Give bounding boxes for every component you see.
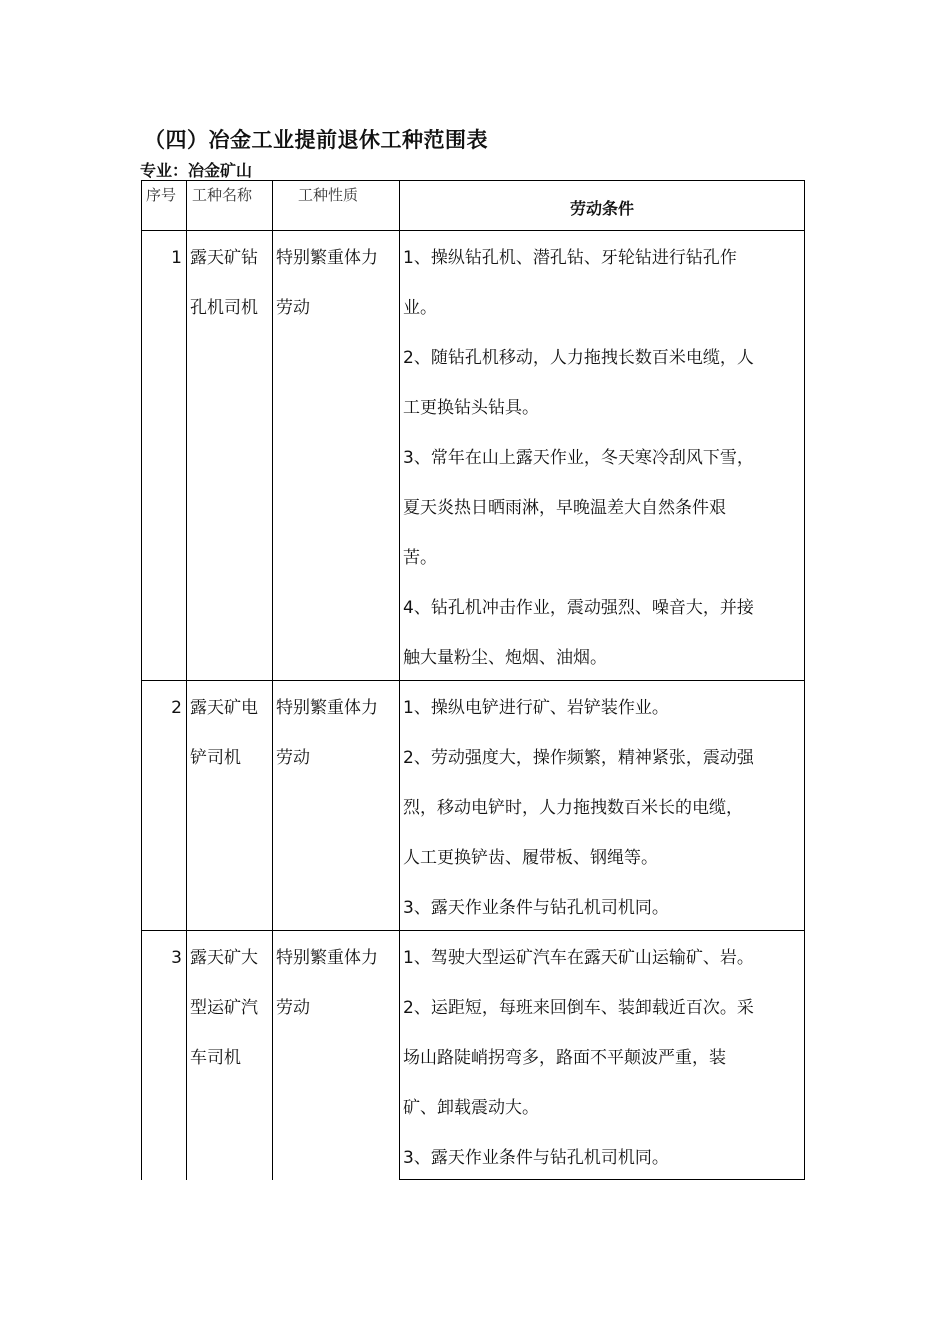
row-job-name-line: 型运矿汽 <box>190 998 258 1018</box>
row-condition-line: 1、操纵钻孔机、潜孔钻、牙轮钻进行钻孔作 <box>403 248 737 268</box>
row-seq: 1 <box>171 248 182 268</box>
row-condition-line: 场山路陡峭拐弯多，路面不平颠波严重，装 <box>403 1048 726 1068</box>
table-border-bottom-conditions <box>399 1179 805 1180</box>
row-condition-line: 业。 <box>403 298 437 318</box>
header-conditions: 劳动条件 <box>569 199 634 218</box>
header-job-nature: 工种性质 <box>298 186 359 204</box>
row-condition-line: 工更换钻头钻具。 <box>403 398 539 418</box>
row-divider-1 <box>141 680 805 681</box>
row-condition-line: 苦。 <box>403 548 437 568</box>
row-condition-line: 2、随钻孔机移动，人力拖拽长数百米电缆，人 <box>403 348 754 368</box>
row-condition-line: 3、常年在山上露天作业，冬天寒冷刮风下雪， <box>403 448 754 468</box>
row-condition-line: 3、露天作业条件与钻孔机司机同。 <box>403 898 669 918</box>
row-job-name-line: 铲司机 <box>190 748 241 768</box>
row-condition-line: 夏天炎热日晒雨淋，早晚温差大自然条件艰 <box>403 498 726 518</box>
row-job-nature-line: 劳动 <box>276 998 310 1018</box>
row-seq: 2 <box>171 698 182 718</box>
header-seq: 序号 <box>146 186 177 204</box>
header-divider <box>141 230 805 231</box>
row-job-nature-line: 特别繁重体力 <box>276 948 378 968</box>
row-job-name-line: 露天矿电 <box>190 698 258 718</box>
table-border-top <box>141 180 805 181</box>
row-condition-line: 人工更换铲齿、履带板、钢绳等。 <box>403 848 658 868</box>
row-job-name-line: 孔机司机 <box>190 298 258 318</box>
header-job-name: 工种名称 <box>192 186 253 204</box>
row-condition-line: 1、驾驶大型运矿汽车在露天矿山运输矿、岩。 <box>403 948 754 968</box>
specialty-label: 专业：冶金矿山 <box>140 161 253 180</box>
row-condition-line: 2、劳动强度大，操作频繁，精神紧张，震动强 <box>403 748 754 768</box>
row-condition-line: 3、露天作业条件与钻孔机司机同。 <box>403 1148 669 1168</box>
row-seq: 3 <box>171 948 182 968</box>
row-condition-line: 烈，移动电铲时，人力拖拽数百米长的电缆， <box>403 798 743 818</box>
row-job-nature-line: 特别繁重体力 <box>276 698 378 718</box>
row-condition-line: 4、钻孔机冲击作业，震动强烈、噪音大，并接 <box>403 598 754 618</box>
row-job-nature-line: 劳动 <box>276 748 310 768</box>
document-title: （四）冶金工业提前退休工种范围表 <box>144 128 488 152</box>
row-condition-line: 1、操纵电铲进行矿、岩铲装作业。 <box>403 698 669 718</box>
row-job-name-line: 露天矿大 <box>190 948 258 968</box>
row-job-nature-line: 特别繁重体力 <box>276 248 378 268</box>
row-job-name-line: 露天矿钻 <box>190 248 258 268</box>
row-job-nature-line: 劳动 <box>276 298 310 318</box>
row-condition-line: 矿、卸载震动大。 <box>403 1098 539 1118</box>
row-condition-line: 触大量粉尘、炮烟、油烟。 <box>403 648 607 668</box>
row-job-name-line: 车司机 <box>190 1048 241 1068</box>
row-divider-2 <box>141 930 805 931</box>
row-condition-line: 2、运距短，每班来回倒车、装卸载近百次。采 <box>403 998 754 1018</box>
